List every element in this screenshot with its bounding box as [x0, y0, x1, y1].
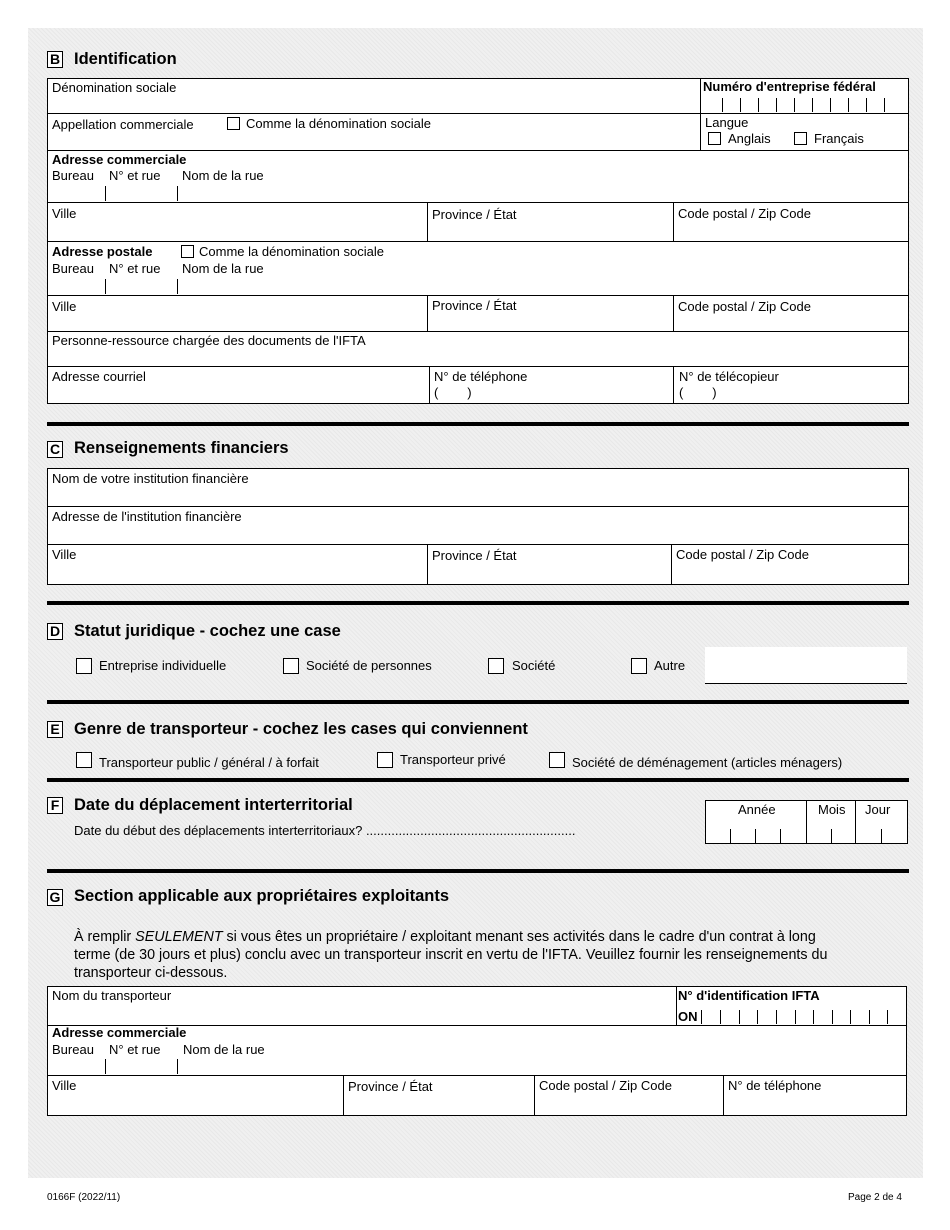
- phone-label: N° de téléphone: [434, 369, 528, 384]
- mailing-street-no-label: N° et rue: [109, 261, 161, 276]
- section-c-title: Renseignements financiers: [74, 439, 289, 457]
- section-divider: [47, 601, 909, 605]
- section-f-title: Date du déplacement interterritorial: [74, 796, 353, 814]
- status-option-label: Société de personnes: [306, 658, 432, 673]
- status-other-checkbox[interactable]: [631, 658, 647, 674]
- owner-operator-intro-line1: À remplir SEULEMENT si vous êtes un propriétaire / exploitant menant ses activités dans le cadre d'un contrat à long: [74, 929, 816, 945]
- trade-name-same-label: Comme la dénomination sociale: [246, 116, 431, 131]
- carrier-private-checkbox[interactable]: [377, 752, 393, 768]
- year-label: Année: [738, 802, 776, 817]
- mailing-same-checkbox[interactable]: [181, 245, 194, 258]
- carrier-moving-checkbox[interactable]: [549, 752, 565, 768]
- institution-province-label: Province / État: [432, 548, 517, 563]
- section-d-letter: D: [47, 623, 63, 640]
- section-b-title: Identification: [74, 50, 177, 68]
- english-checkbox[interactable]: [708, 132, 721, 145]
- institution-name-label: Nom de votre institution financière: [52, 471, 249, 486]
- mailing-same-label: Comme la dénomination sociale: [199, 244, 384, 259]
- status-partnership-checkbox[interactable]: [283, 658, 299, 674]
- business-postal-label: Code postal / Zip Code: [678, 206, 811, 221]
- unit-label: Bureau: [52, 168, 94, 183]
- status-option-label: Entreprise individuelle: [99, 658, 227, 673]
- carrier-province-label: Province / État: [348, 1079, 433, 1094]
- month-label: Mois: [818, 802, 846, 817]
- owner-operator-intro-line2: terme (de 30 jours et plus) conclu avec un transporteur inscrit en vertu de l'IFTA. Veuillez fournir les renseignements du: [74, 947, 828, 963]
- fax-label: N° de télécopieur: [679, 369, 779, 384]
- phone-area-code: ( ): [434, 385, 472, 400]
- page-number: Page 2 de 4: [848, 1192, 902, 1203]
- trade-name-label: Appellation commerciale: [52, 117, 194, 132]
- french-checkbox[interactable]: [794, 132, 807, 145]
- status-option-label: Autre: [654, 658, 686, 673]
- institution-address-label: Adresse de l'institution financière: [52, 509, 242, 524]
- carrier-phone-label: N° de téléphone: [728, 1078, 822, 1093]
- carrier-street-no-label: N° et rue: [109, 1042, 161, 1057]
- carrier-city-label: Ville: [52, 1078, 77, 1093]
- section-f-letter: F: [47, 797, 63, 814]
- mailing-postal-label: Code postal / Zip Code: [678, 299, 811, 314]
- institution-city-label: Ville: [52, 547, 77, 562]
- street-name-label: Nom de la rue: [182, 168, 264, 183]
- carrier-unit-label: Bureau: [52, 1042, 94, 1057]
- street-no-label: N° et rue: [109, 168, 161, 183]
- owner-operator-intro-line3: transporteur ci-dessous.: [74, 965, 228, 981]
- french-label: Français: [814, 131, 864, 146]
- mailing-unit-label: Bureau: [52, 261, 94, 276]
- carrier-option-label: Transporteur privé: [400, 752, 506, 767]
- english-label: Anglais: [728, 131, 771, 146]
- section-b-letter: B: [47, 51, 63, 68]
- day-label: Jour: [865, 802, 891, 817]
- mailing-street-name-label: Nom de la rue: [182, 261, 264, 276]
- email-label: Adresse courriel: [52, 369, 146, 384]
- carrier-name-label: Nom du transporteur: [52, 988, 172, 1003]
- business-province-label: Province / État: [432, 207, 517, 222]
- section-e-title: Genre de transporteur - cochez les cases qui conviennent: [74, 720, 528, 738]
- section-g-title: Section applicable aux propriétaires exploitants: [74, 887, 450, 905]
- trade-name-same-checkbox[interactable]: [227, 117, 240, 130]
- section-g-letter: G: [47, 889, 63, 906]
- federal-number-label: Numéro d'entreprise fédéral: [703, 79, 876, 94]
- travel-start-question: Date du début des déplacements interterritoriaux? ..........................................................: [74, 823, 576, 838]
- section-divider: [47, 700, 909, 704]
- carrier-postal-label: Code postal / Zip Code: [539, 1078, 672, 1093]
- carrier-public-checkbox[interactable]: [76, 752, 92, 768]
- status-corporation-checkbox[interactable]: [488, 658, 504, 674]
- mailing-address-label: Adresse postale: [52, 244, 153, 259]
- legal-name-label: Dénomination sociale: [52, 80, 177, 95]
- business-city-label: Ville: [52, 206, 77, 221]
- section-c-letter: C: [47, 441, 63, 458]
- mailing-city-label: Ville: [52, 299, 77, 314]
- contact-person-label: Personne-ressource chargée des documents de l'IFTA: [52, 333, 366, 348]
- section-divider: [47, 869, 909, 873]
- section-e-letter: E: [47, 721, 63, 738]
- ifta-prefix: ON: [678, 1009, 698, 1024]
- status-other-input[interactable]: [705, 647, 907, 684]
- language-label: Langue: [705, 115, 749, 130]
- section-d-title: Statut juridique - cochez une case: [74, 622, 341, 640]
- status-option-label: Société: [512, 658, 556, 673]
- section-divider: [47, 422, 909, 426]
- carrier-address-label: Adresse commerciale: [52, 1025, 187, 1040]
- fax-area-code: ( ): [679, 385, 717, 400]
- carrier-street-name-label: Nom de la rue: [183, 1042, 265, 1057]
- ifta-id-label: N° d'identification IFTA: [678, 988, 820, 1003]
- status-individual-checkbox[interactable]: [76, 658, 92, 674]
- carrier-option-label: Transporteur public / général / à forfait: [99, 755, 319, 770]
- mailing-province-label: Province / État: [432, 298, 517, 313]
- business-address-label: Adresse commerciale: [52, 152, 187, 167]
- section-divider: [47, 778, 909, 782]
- institution-postal-label: Code postal / Zip Code: [676, 547, 809, 562]
- carrier-option-label: Société de déménagement (articles ménagers): [572, 755, 843, 770]
- form-number: 0166F (2022/11): [47, 1192, 121, 1203]
